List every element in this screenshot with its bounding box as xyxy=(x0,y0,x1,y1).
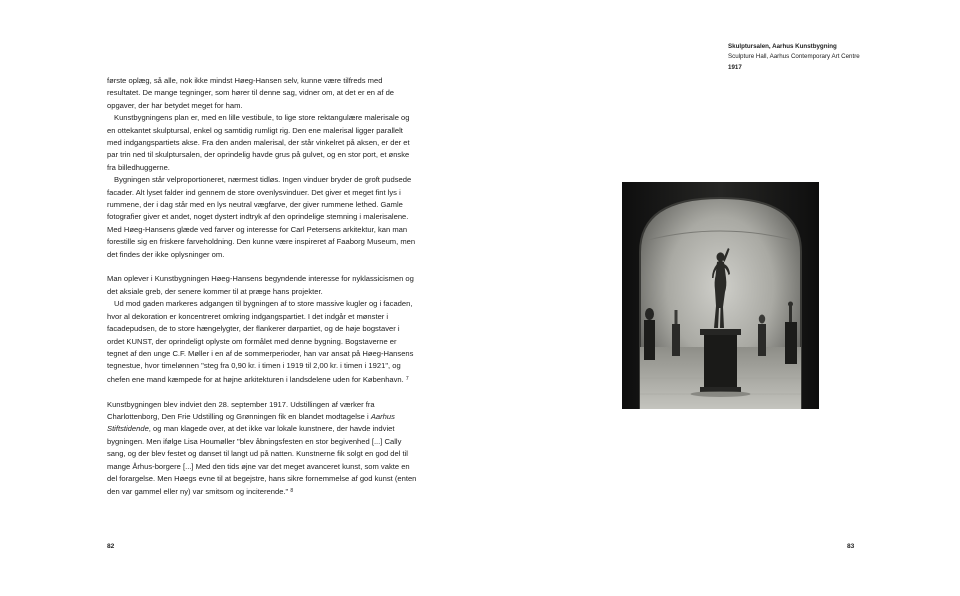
paragraph-5-text: Ud mod gaden markeres adgangen til bygningen af to store massive kugler og i facaden, hvor al dekoration er koncentreret omkring indgangspartiet. I det indgår et mønster i facadepudsen, de to store hængelygter, der flankerer dørpartiet, og de høje bogstaver i ordet KUNST, der oprindeligt oplyste om formålet med denne bygning. Bogstaverne er tegnet af den unge C.F. Møller i en af de sommerperioder, han var ansat på Høeg-Hansens tegnestue, hvor timelønnen "steg fra 0,90 kr. i timen i 1919 til 2,00 kr. i timen i 1921", og chefen ene mand kæmpede for at højne arkitekturen i landsdelene uden for København. xyxy=(107,299,414,384)
page-number-left: 82 xyxy=(107,543,115,550)
caption-title: Skulptursalen, Aarhus Kunstbygning xyxy=(728,43,837,50)
paragraph-2: Kunstbygningens plan er, med en lille vestibule, to lige store rektangulære malerisale og en ottekantet skulptursal, enkel og samtidig rumligt rig. Den ene malerisal ligger parallelt med indgangspartiets akse. Fra den anden malerisal, der står vinkelret på aksen, er der et par trin ned til skulptursalen, der oprindelig havde grus på gulvet, og en stor port, et ønske fra billedhuggerne. xyxy=(107,113,410,172)
paragraph-4: Man oplever i Kunstbygningen Høeg-Hansens begyndende interesse for nyklassicismen og det aksiale greb, der senere kommer til at præge hans projekter. xyxy=(107,274,414,296)
paragraph-3: Bygningen står velproportioneret, nærmest tidløs. Ingen vinduer bryder de groft pudsede facader. Alt lyset falder ind gennem de store ovenlysvinduer. Det giver et meget fint lys i rummene, der i dag står med en lys neutral vægfarve, der giver rummene lethed. Gamle fotografier giver et andet, noget dystert indtryk af den oprindelige stemning i malerisalene. Med Høeg-Hansens glæde ved farver og interesse for Carl Petersens arkitektur, kan man forestille sig en friskere farveholdning. Den kunne være inspireret af Faaborg Museum, men det findes der ikke oplysninger om. xyxy=(107,175,416,259)
paragraph-1: første oplæg, så alle, nok ikke mindst Høeg-Hansen selv, kunne være tilfreds med resultatet. De mange tegninger, som hører til denne sag, vidner om, at det er en af de opgaver, der har betydet meget for ham. xyxy=(107,76,395,110)
sculpture-hall-photo xyxy=(622,182,819,409)
paragraph-6-text-b: , og man klagede over, at det ikke var lokale kunstnere, der havde indviet bygningen. Men ifølge Lisa Houmøller "blev åbningsfesten en stor begivenhed [...] Cally sang, og der blev festet og danset til langt ud på natten. Kunstnerne fik solgt en god del til mange Århus-borgere [...] Med den tids øjne var det meget avanceret kunst, som vakte en del forargelse. Men Høegs evne til at begejstre, hans sikre fornemmelse af god kunst (enten den var gammel eller ny) var smitsom og inciterende." xyxy=(107,424,417,497)
footnote-7: 7 xyxy=(405,375,409,382)
caption-subtitle: Sculpture Hall, Aarhus Contemporary Art Centre xyxy=(728,53,860,61)
caption-year: 1917 xyxy=(728,63,742,71)
right-page xyxy=(480,0,960,596)
paragraph-6 xyxy=(107,399,417,499)
footnote-8: 8 xyxy=(290,488,294,495)
photo-illustration xyxy=(622,182,819,409)
photo-caption xyxy=(728,42,928,73)
page-number-right: 83 xyxy=(847,543,855,550)
newspaper-title: Aarhus Stiftstidende xyxy=(107,411,395,434)
paragraph-6-text-a: Kunstbygningen blev indviet den 28. september 1917. Udstillingen af værker fra Charlottenborg, Den Frie Udstilling og Grønningen fik en blandet modtagelse i xyxy=(107,399,375,421)
paragraph-5 xyxy=(107,298,417,386)
body-text xyxy=(107,75,417,499)
